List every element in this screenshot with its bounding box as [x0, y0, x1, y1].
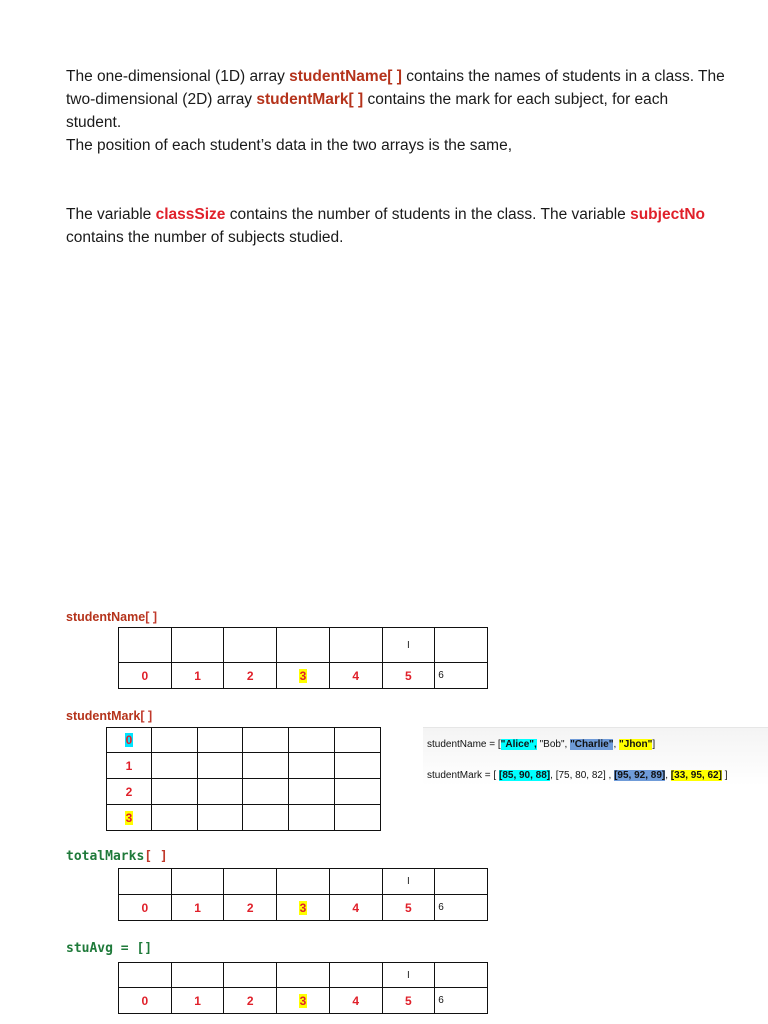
array-cell — [329, 628, 382, 663]
example-text: , [75, 80, 82] , — [550, 770, 615, 781]
array-cell — [289, 779, 335, 805]
row-index-cell — [107, 805, 152, 831]
index-cell: 1 — [171, 895, 224, 921]
array-cell — [289, 753, 335, 779]
example-text: studentName = [ — [427, 739, 501, 750]
example-highlight-mark-4: [33, 95, 62] — [670, 770, 722, 781]
array-cell — [335, 779, 381, 805]
intro-text: The one-dimensional (1D) array — [66, 68, 290, 85]
array-cell — [243, 753, 289, 779]
intro-text: contains the names of students in a class. The two-dimensional (2D) array — [66, 68, 725, 108]
student-mark-array — [106, 727, 381, 831]
row-index-cell — [107, 728, 152, 753]
index-cell — [277, 988, 330, 1014]
array-cell — [151, 728, 197, 753]
student-name-array — [118, 627, 488, 689]
array-cell — [435, 628, 488, 663]
index-cell: 0 — [119, 988, 172, 1014]
array-cell — [277, 628, 330, 663]
row-index-highlight: 0 — [125, 733, 133, 747]
index-cell-last: 6 — [435, 988, 488, 1014]
intro-text: The variable — [66, 206, 156, 223]
student-name-example — [427, 739, 655, 750]
array-cell — [243, 805, 289, 831]
array-cell — [224, 628, 277, 663]
array-cell — [335, 805, 381, 831]
row-index-highlight: 3 — [125, 810, 133, 825]
index-highlight: 3 — [299, 900, 307, 915]
array-cell — [151, 779, 197, 805]
label-brackets: [ ] — [144, 849, 168, 864]
stu-avg-array — [118, 962, 488, 1014]
array-cell — [119, 628, 172, 663]
array-cell — [277, 869, 330, 895]
index-cell: 1 — [171, 988, 224, 1014]
array-cell — [224, 963, 277, 988]
label-text: totalMarks — [66, 849, 145, 864]
array-cell — [197, 753, 243, 779]
array-cell-marker: I — [382, 963, 435, 988]
array-cell — [329, 963, 382, 988]
intro-paragraph-3 — [66, 203, 726, 249]
array-cell — [435, 963, 488, 988]
array-cell — [335, 753, 381, 779]
array-cell — [171, 963, 224, 988]
student-name-label — [66, 610, 157, 624]
array-cell — [119, 963, 172, 988]
index-cell: 4 — [329, 663, 382, 689]
row-index-cell: 2 — [107, 779, 152, 805]
index-cell: 5 — [382, 663, 435, 689]
index-highlight: 3 — [299, 993, 307, 1008]
stu-avg-label — [66, 941, 152, 956]
array-cell — [243, 728, 289, 753]
intro-text: contains the number of subjects studied. — [66, 229, 344, 246]
array-cell — [289, 728, 335, 753]
student-name-term: studentName[ ] — [289, 68, 402, 85]
index-cell-last: 6 — [435, 895, 488, 921]
index-cell: 5 — [382, 895, 435, 921]
subject-no-term: subjectNo — [630, 206, 706, 223]
example-highlight-mark-1: [85, 90, 88] — [498, 770, 551, 781]
student-mark-label — [66, 709, 152, 723]
example-highlight-charlie: "Charlie" — [570, 739, 614, 750]
index-cell-last: 6 — [435, 663, 488, 689]
array-cell — [289, 805, 335, 831]
example-highlight-mark-3: [95, 92, 89] — [614, 770, 666, 781]
index-cell: 5 — [382, 988, 435, 1014]
array-cell — [119, 869, 172, 895]
index-cell: 0 — [119, 663, 172, 689]
total-marks-array — [118, 868, 488, 921]
array-cell — [197, 779, 243, 805]
label-brackets: [] — [136, 941, 153, 956]
label-text: stuAvg = — [66, 941, 137, 956]
index-cell: 4 — [329, 895, 382, 921]
index-cell: 2 — [224, 663, 277, 689]
example-text: , — [665, 770, 671, 781]
array-cell-marker: I — [382, 628, 435, 663]
index-cell: 0 — [119, 895, 172, 921]
example-highlight-jhon: "Jhon" — [619, 739, 653, 750]
example-text: ] — [721, 770, 728, 781]
index-cell — [277, 895, 330, 921]
class-size-term: classSize — [155, 206, 226, 223]
example-text: "Bob", — [536, 739, 571, 750]
label-text: studentMark — [66, 709, 141, 723]
total-marks-label — [66, 849, 168, 864]
array-cell — [171, 628, 224, 663]
intro-text: contains the number of students in the class. The variable — [225, 206, 631, 223]
example-text: studentMark = [ — [427, 770, 499, 781]
array-cell — [277, 963, 330, 988]
index-cell: 2 — [224, 895, 277, 921]
label-brackets: [ ] — [145, 610, 157, 624]
student-mark-term: studentMark[ ] — [256, 91, 364, 108]
array-cell — [197, 805, 243, 831]
index-cell: 4 — [329, 988, 382, 1014]
student-mark-example — [427, 770, 728, 781]
example-arrays-box — [423, 727, 768, 786]
intro-paragraph-2: The position of each student’s data in the two arrays is the same, — [66, 137, 513, 154]
example-text: , — [613, 739, 620, 750]
array-cell — [224, 869, 277, 895]
intro-text: contains the mark for each subject, for each student. — [66, 91, 669, 131]
array-cell — [197, 728, 243, 753]
array-cell — [151, 805, 197, 831]
array-cell — [335, 728, 381, 753]
label-text: studentName — [66, 610, 146, 624]
array-cell — [329, 869, 382, 895]
example-text: ] — [652, 739, 656, 750]
index-highlight: 3 — [299, 668, 307, 683]
array-cell — [171, 869, 224, 895]
index-cell — [277, 663, 330, 689]
label-brackets: [ ] — [140, 709, 153, 723]
array-cell — [243, 779, 289, 805]
array-cell — [435, 869, 488, 895]
array-cell — [151, 753, 197, 779]
index-cell: 2 — [224, 988, 277, 1014]
intro-paragraph-1 — [66, 65, 726, 134]
index-cell: 1 — [171, 663, 224, 689]
array-cell-marker: I — [382, 869, 435, 895]
row-index-cell: 1 — [107, 753, 152, 779]
example-highlight-alice: "Alice", — [500, 739, 537, 750]
